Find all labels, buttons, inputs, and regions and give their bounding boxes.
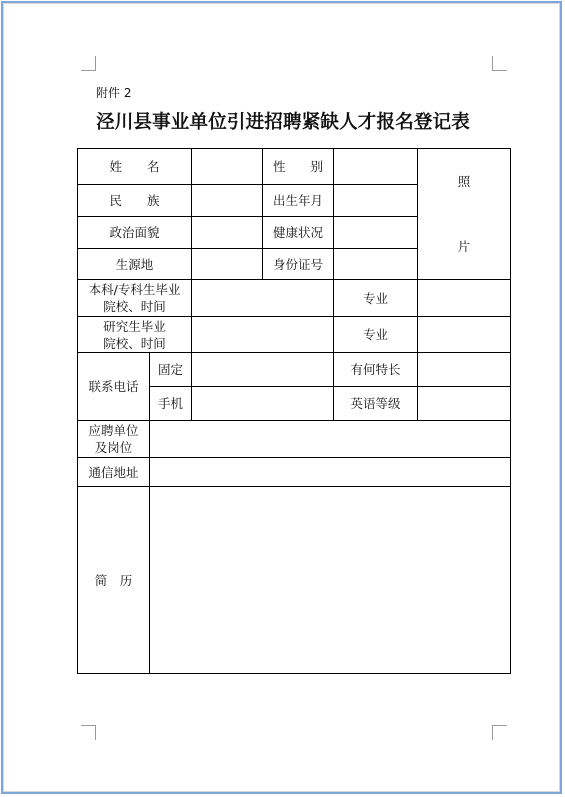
photo-label-top: 照 bbox=[457, 173, 471, 189]
position-label-line2: 及岗位 bbox=[94, 440, 133, 455]
politics-label: 政治面貌 bbox=[109, 225, 160, 240]
birth-label: 出生年月 bbox=[272, 193, 323, 208]
name-label: 姓 名 bbox=[109, 159, 160, 174]
mobile-field[interactable] bbox=[192, 387, 333, 420]
mobile-label: 手机 bbox=[157, 396, 183, 411]
corner-mark bbox=[81, 725, 96, 740]
corner-mark bbox=[81, 56, 96, 71]
form-title: 泾川县事业单位引进招聘紧缺人才报名登记表 bbox=[96, 112, 471, 133]
attachment-label: 附件 2 bbox=[96, 86, 132, 100]
gender-label: 性 别 bbox=[272, 159, 323, 174]
position-field[interactable] bbox=[150, 421, 510, 457]
specialty-field[interactable] bbox=[418, 353, 510, 386]
grad-label-line2: 院校、时间 bbox=[103, 335, 166, 351]
health-label: 健康状况 bbox=[272, 225, 323, 240]
grad-label-line1: 研究生毕业 bbox=[103, 318, 166, 334]
id-field[interactable] bbox=[334, 249, 417, 279]
major-label-1: 专业 bbox=[362, 290, 388, 306]
fixed-phone-field[interactable] bbox=[192, 353, 333, 386]
phone-label: 联系电话 bbox=[88, 379, 139, 394]
ethnicity-field[interactable] bbox=[192, 185, 262, 216]
address-label: 通信地址 bbox=[88, 464, 139, 480]
address-field[interactable] bbox=[150, 458, 510, 486]
specialty-label: 有何特长 bbox=[350, 362, 401, 377]
major-label-2: 专业 bbox=[362, 327, 388, 342]
undergrad-label-line1: 本科/专科生毕业 bbox=[88, 282, 181, 297]
fixed-phone-label: 固定 bbox=[157, 362, 183, 377]
birth-field[interactable] bbox=[334, 185, 417, 216]
undergrad-field[interactable] bbox=[192, 280, 333, 316]
corner-mark bbox=[492, 56, 507, 71]
resume-label: 简 历 bbox=[94, 572, 133, 588]
resume-field[interactable] bbox=[150, 487, 510, 673]
politics-field[interactable] bbox=[192, 217, 262, 248]
major-field-1[interactable] bbox=[418, 280, 510, 316]
name-field[interactable] bbox=[192, 149, 262, 184]
major-field-2[interactable] bbox=[418, 317, 510, 352]
english-label: 英语等级 bbox=[350, 396, 401, 411]
english-field[interactable] bbox=[418, 387, 510, 420]
health-field[interactable] bbox=[334, 217, 417, 248]
grad-label bbox=[78, 317, 191, 352]
id-label: 身份证号 bbox=[272, 256, 323, 272]
position-label bbox=[78, 421, 149, 457]
undergrad-label bbox=[78, 280, 191, 316]
undergrad-label-line2: 院校、时间 bbox=[103, 299, 166, 314]
corner-mark bbox=[492, 725, 507, 740]
origin-label: 生源地 bbox=[115, 256, 154, 272]
position-label-line1: 应聘单位 bbox=[88, 423, 139, 438]
origin-field[interactable] bbox=[192, 249, 262, 279]
ethnicity-label: 民 族 bbox=[109, 193, 160, 208]
grad-field[interactable] bbox=[192, 317, 333, 352]
gender-field[interactable] bbox=[334, 149, 417, 184]
photo-label-bottom: 片 bbox=[457, 238, 471, 254]
